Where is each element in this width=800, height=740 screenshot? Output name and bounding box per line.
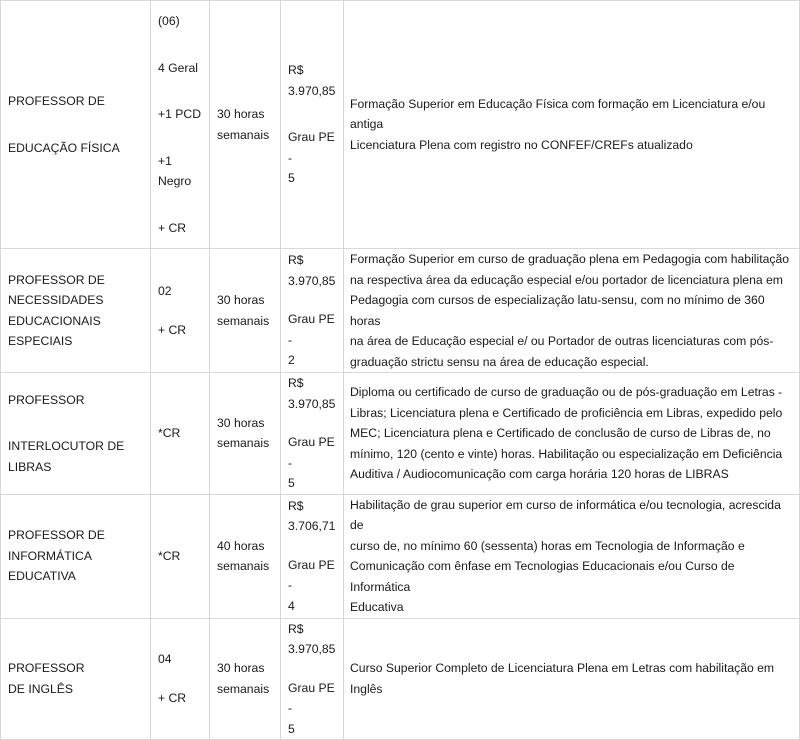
requisitos-line: na área de Educação especial e/ ou Portador de outras licenciaturas com pós-: [350, 334, 774, 348]
vagas-cell: [151, 1, 210, 249]
requisitos-cell: [344, 249, 800, 373]
salario-line: R$: [288, 253, 304, 268]
cargo-cell: [1, 373, 151, 495]
salario-line: Grau PE -: [288, 680, 335, 715]
carga-line: 30 horas: [217, 107, 265, 121]
cargo-line: LIBRAS: [8, 459, 52, 474]
requisitos-cell: [344, 373, 800, 495]
requisitos-line: curso de, no mínimo 60 (sessenta) horas em Tecnologia de Informação e: [350, 538, 745, 553]
requisitos-cell: [344, 1, 800, 249]
requisitos-line: Licenciatura Plena com registro no CONFEF/CREFs atualizado: [350, 137, 693, 152]
salario-cell: [281, 1, 344, 249]
cargo-line: INFORMÁTICA: [8, 548, 92, 563]
requisitos-line: Diploma ou certificado de curso de graduação ou de pós-graduação em Letras -: [350, 385, 783, 399]
carga-cell: [210, 618, 281, 740]
salario-line: R$: [288, 621, 304, 636]
carga-line: semanais: [217, 559, 270, 573]
cargo-cell: [1, 1, 151, 249]
vagas-cell: [151, 373, 210, 495]
vagas-line: 04: [158, 652, 172, 667]
carga-line: semanais: [217, 681, 270, 696]
salario-line: R$: [288, 376, 304, 390]
cargo-cell: [1, 494, 151, 618]
vagas-cell: [151, 494, 210, 618]
vagas-line: Negro: [158, 174, 192, 188]
requisitos-line: Curso Superior Completo de Licenciatura Plena em Letras com habilitação em: [350, 661, 775, 676]
salario-line: R$: [288, 498, 304, 513]
carga-cell: [210, 249, 281, 373]
cargo-line: NECESSIDADES: [8, 293, 104, 307]
vagas-line: +1 PCD: [158, 107, 202, 121]
requisitos-line: Libras; Licenciatura plena e Certificado de proficiência em Libras, expedido pelo: [350, 405, 783, 420]
vagas-line: *CR: [158, 426, 181, 440]
requisitos-line: Formação Superior em Educação Física com formação em Licenciatura e/ou antiga: [350, 96, 766, 132]
cargo-cell: [1, 618, 151, 740]
requisitos-line: na respectiva área da educação especial e/ou portador de licenciatura plena em: [350, 272, 783, 287]
requisitos-line: Auditiva / Audiocomunicação com carga horária 120 horas de LIBRAS: [350, 467, 729, 481]
carga-line: 40 horas: [217, 538, 265, 553]
requisitos-cell: [344, 494, 800, 618]
salario-line: 5: [288, 721, 295, 736]
salario-line: Grau PE -: [288, 557, 335, 593]
cargo-line: PROFESSOR: [8, 661, 85, 676]
vagas-line: + CR: [158, 322, 187, 337]
cargo-line: PROFESSOR: [8, 392, 85, 407]
carga-line: 30 horas: [217, 415, 265, 430]
salario-line: 4: [288, 598, 295, 613]
carga-line: semanais: [217, 313, 270, 328]
requisitos-line: graduação strictu sensu na área de educação especial.: [350, 354, 649, 369]
salario-line: 5: [288, 171, 295, 186]
cargo-line: INTERLOCUTOR DE: [8, 439, 125, 453]
carga-line: semanais: [217, 127, 270, 142]
cargo-cell: [1, 249, 151, 373]
table-row: [1, 249, 800, 373]
salario-line: 3.970,85: [288, 396, 336, 411]
cargo-line: EDUCACIONAIS: [8, 313, 101, 328]
salario-line: 5: [288, 476, 295, 490]
carga-cell: [210, 373, 281, 495]
vagas-line: + CR: [158, 690, 187, 705]
salario-line: Grau PE -: [288, 435, 335, 470]
cargo-line: DE INGLÊS: [8, 681, 74, 696]
salario-line: Grau PE -: [288, 312, 335, 347]
requisitos-line: Inglês: [350, 681, 383, 696]
vagas-cell: [151, 249, 210, 373]
vagas-line: 02: [158, 284, 172, 298]
vagas-line: +1: [158, 153, 172, 168]
cargo-line: EDUCATIVA: [8, 569, 76, 584]
carga-cell: [210, 494, 281, 618]
requisitos-line: Educativa: [350, 600, 404, 614]
requisitos-line: MEC; Licenciatura plena e Certificado de conclusão de curso de Libras de, no: [350, 426, 771, 440]
salario-cell: [281, 494, 344, 618]
carga-line: 30 horas: [217, 293, 265, 307]
table-row: [1, 1, 800, 249]
salario-line: 2: [288, 353, 295, 368]
requisitos-line: Pedagogia com cursos de especialização latu-sensu, com no mínimo de 360 horas: [350, 293, 765, 328]
salario-line: 3.970,85: [288, 642, 336, 656]
cargo-line: ESPECIAIS: [8, 334, 73, 348]
vagas-line: *CR: [158, 548, 181, 563]
salario-cell: [281, 249, 344, 373]
cargo-line: PROFESSOR DE: [8, 94, 105, 108]
salario-line: Grau PE -: [288, 130, 335, 165]
requisitos-line: Comunicação com ênfase em Tecnologias Educacionais e/ou Curso de Informática: [350, 559, 735, 594]
requisitos-line: mínimo, 120 (cento e vinte) horas. Habilitação ou especialização em Deficiência: [350, 446, 783, 461]
requisitos-cell: [344, 618, 800, 740]
salario-line: 3.970,85: [288, 83, 336, 98]
salario-line: R$: [288, 63, 304, 78]
requisitos-line: Habilitação de grau superior em curso de informática e/ou tecnologia, acrescida de: [350, 497, 781, 532]
carga-cell: [210, 1, 281, 249]
carga-line: 30 horas: [217, 661, 265, 676]
carga-line: semanais: [217, 436, 270, 451]
cargo-line: PROFESSOR DE: [8, 272, 105, 287]
vagas-cell: [151, 618, 210, 740]
table-row: [1, 618, 800, 740]
requisitos-line: Formação Superior em curso de graduação plena em Pedagogia com habilitação: [350, 252, 790, 266]
salario-cell: [281, 618, 344, 740]
salario-cell: [281, 373, 344, 495]
vagas-line: + CR: [158, 220, 187, 235]
vagas-line: (06): [158, 14, 180, 28]
table-row: [1, 373, 800, 495]
cargo-line: PROFESSOR DE: [8, 528, 105, 543]
cargo-line: EDUCAÇÃO FÍSICA: [8, 140, 120, 155]
salario-line: 3.706,71: [288, 519, 336, 534]
salario-line: 3.970,85: [288, 273, 336, 288]
table-row: [1, 494, 800, 618]
vagas-line: 4 Geral: [158, 60, 198, 75]
